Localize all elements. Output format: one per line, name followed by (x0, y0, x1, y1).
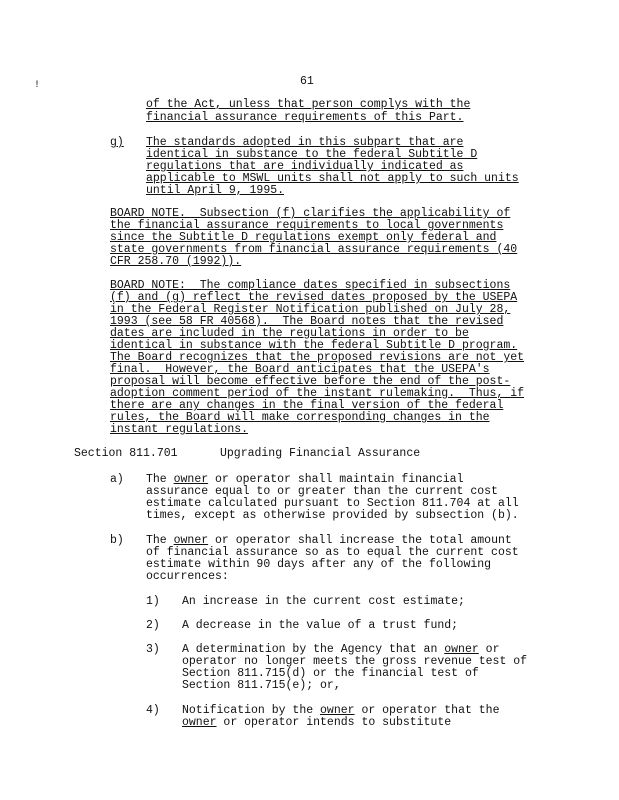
text-line: instant regulations. (110, 423, 249, 436)
text-line: operator no longer meets the gross revenue test of (182, 655, 528, 668)
text-line: the financial assurance requirements to local governments (110, 219, 504, 232)
text-line: assurance equal to or greater than the current cost (146, 485, 498, 498)
text-line: The standards adopted in this subpart that are (146, 136, 464, 149)
text-line: (f) and (g) reflect the revised dates proposed by the USEPA (110, 291, 518, 304)
item-label: 4) (146, 704, 160, 717)
text-line: CFR 258.70 (1992)). (110, 255, 242, 268)
text-line: A decrease in the value of a trust fund; (182, 619, 459, 632)
text-line: Notification by the owner or operator that the (182, 704, 500, 717)
text-line: state governments from financial assurance requirements (40 (110, 243, 518, 256)
item-label: 3) (146, 643, 160, 656)
text-line: owner or operator intends to substitute (182, 716, 452, 729)
text-line: BOARD NOTE. Subsection (f) clarifies the applicability of (110, 207, 511, 220)
text-line: identical in substance with the federal Subtitle D program. (110, 339, 518, 352)
text-line: estimate within 90 days after any of the following (146, 558, 492, 571)
margin-mark: ! (34, 80, 41, 91)
item-label: 1) (146, 595, 160, 608)
text-line: An increase in the current cost estimate; (182, 595, 465, 608)
text-line: Section 811.715(d) or the financial test of (182, 667, 479, 680)
text-line: The owner or operator shall increase the total amount (146, 534, 512, 547)
text-line: until April 9, 1995. (146, 184, 285, 197)
text-line: since the Subtitle D regulations exempt only federal and (110, 231, 497, 244)
text-line: A determination by the Agency that an owner or (182, 643, 500, 656)
text-line: rules, the Board will make corresponding changes in the (110, 411, 490, 424)
text-line: regulations that are individually indicated as (146, 160, 464, 173)
text-line: of the Act, unless that person complys with the (146, 98, 471, 111)
text-line: BOARD NOTE: The compliance dates specified in subsections (110, 279, 511, 292)
text-line: in the Federal Register Notification published on July 28, (110, 303, 511, 316)
text-line: The Board recognizes that the proposed revisions are not yet (110, 351, 525, 364)
text-line: financial assurance requirements of this Part. (146, 111, 464, 124)
text-line: identical in substance to the federal Subtitle D (146, 148, 478, 161)
text-line: there are any changes in the final version of the federal (110, 399, 504, 412)
page-number: 61 (300, 75, 314, 88)
section-title: Upgrading Financial Assurance (220, 447, 421, 460)
text-line: final. However, the Board anticipates that the USEPA's (110, 363, 490, 376)
paragraph-label: b) (110, 534, 124, 547)
paragraph-label: a) (110, 473, 124, 486)
text-line: proposal will become effective before the end of the post- (110, 375, 511, 388)
text-line: estimate calculated pursuant to Section 811.704 at all (146, 497, 519, 510)
text-line: times, except as otherwise provided by subsection (b). (146, 509, 519, 522)
text-line: adoption comment period of the instant rulemaking. Thus, if (110, 387, 525, 400)
item-label: 2) (146, 619, 160, 632)
section-label: Section 811.701 (74, 447, 178, 460)
text-line: dates are included in the regulations in order to be (110, 327, 469, 340)
text-line: 1993 (see 58 FR 40568). The Board notes that the revised (110, 315, 504, 328)
text-line: of financial assurance so as to equal the current cost (146, 546, 519, 559)
text-line: applicable to MSWL units shall not apply to such units (146, 172, 519, 185)
text-line: The owner or operator shall maintain financial (146, 473, 464, 486)
text-line: Section 811.715(e); or, (182, 679, 341, 692)
paragraph-label: g) (110, 136, 124, 149)
text-line: occurrences: (146, 570, 229, 583)
